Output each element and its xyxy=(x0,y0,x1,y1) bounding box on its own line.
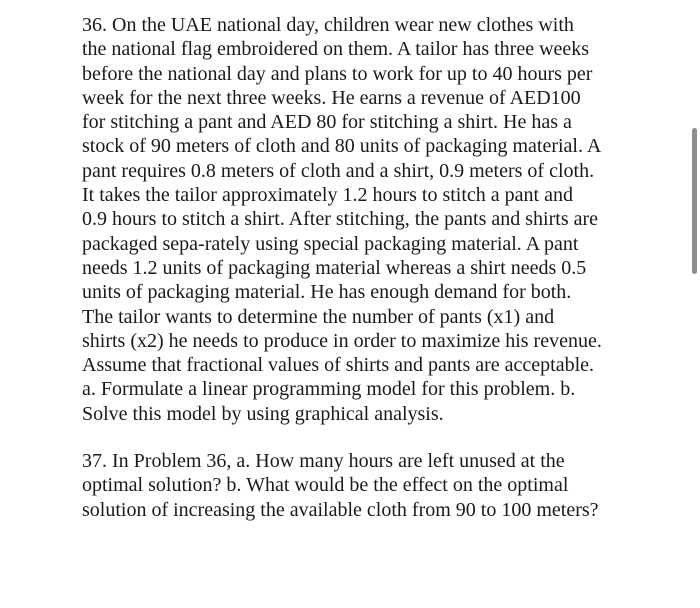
vertical-scrollbar[interactable] xyxy=(688,0,700,608)
scrollbar-thumb[interactable] xyxy=(692,128,697,274)
problem-36-line: week for the next three weeks. He earns a revenue of AED100 xyxy=(82,86,581,109)
problem-37-line: solution of increasing the available cloth from 90 to 100 meters? xyxy=(82,498,599,521)
problem-36 xyxy=(82,13,602,426)
problem-36-line: stock of 90 meters of cloth and 80 units of packaging material. A xyxy=(82,135,602,158)
problem-36-line: 36. On the UAE national day, children wear new clothes with xyxy=(82,14,574,36)
problem-36-line: Assume that fractional values of shirts and pants are acceptable. xyxy=(82,354,595,377)
problem-36-line: for stitching a pant and AED 80 for stitching a shirt. He has a xyxy=(82,111,572,134)
problem-36-line: needs 1.2 units of packaging material whereas a shirt needs 0.5 xyxy=(82,256,587,279)
problem-36-line: the national flag embroidered on them. A tailor has three weeks xyxy=(82,38,590,61)
problem-37 xyxy=(82,449,599,522)
problem-36-line: pant requires 0.8 meters of cloth and a shirt, 0.9 meters of cloth. xyxy=(82,159,595,182)
problem-36-line: Solve this model by using graphical analysis. xyxy=(82,402,444,425)
problem-37-line: 37. In Problem 36, a. How many hours are left unused at the xyxy=(82,450,565,472)
problem-36-line: units of packaging material. He has enough demand for both. xyxy=(82,281,572,304)
problem-37-line: optimal solution? b. What would be the effect on the optimal xyxy=(82,474,569,497)
problem-36-line: a. Formulate a linear programming model for this problem. b. xyxy=(82,378,576,401)
problem-36-line: shirts (x2) he needs to produce in order to maximize his revenue. xyxy=(82,329,602,352)
problem-36-line: The tailor wants to determine the number of pants (x1) and xyxy=(82,305,555,328)
problem-36-line: packaged sepa-rately using special packaging material. A pant xyxy=(82,232,579,255)
problem-36-line: 0.9 hours to stitch a shirt. After stitching, the pants and shirts are xyxy=(82,208,599,231)
problem-36-line: It takes the tailor approximately 1.2 hours to stitch a pant and xyxy=(82,184,573,207)
problem-36-line: before the national day and plans to work for up to 40 hours per xyxy=(82,62,593,85)
